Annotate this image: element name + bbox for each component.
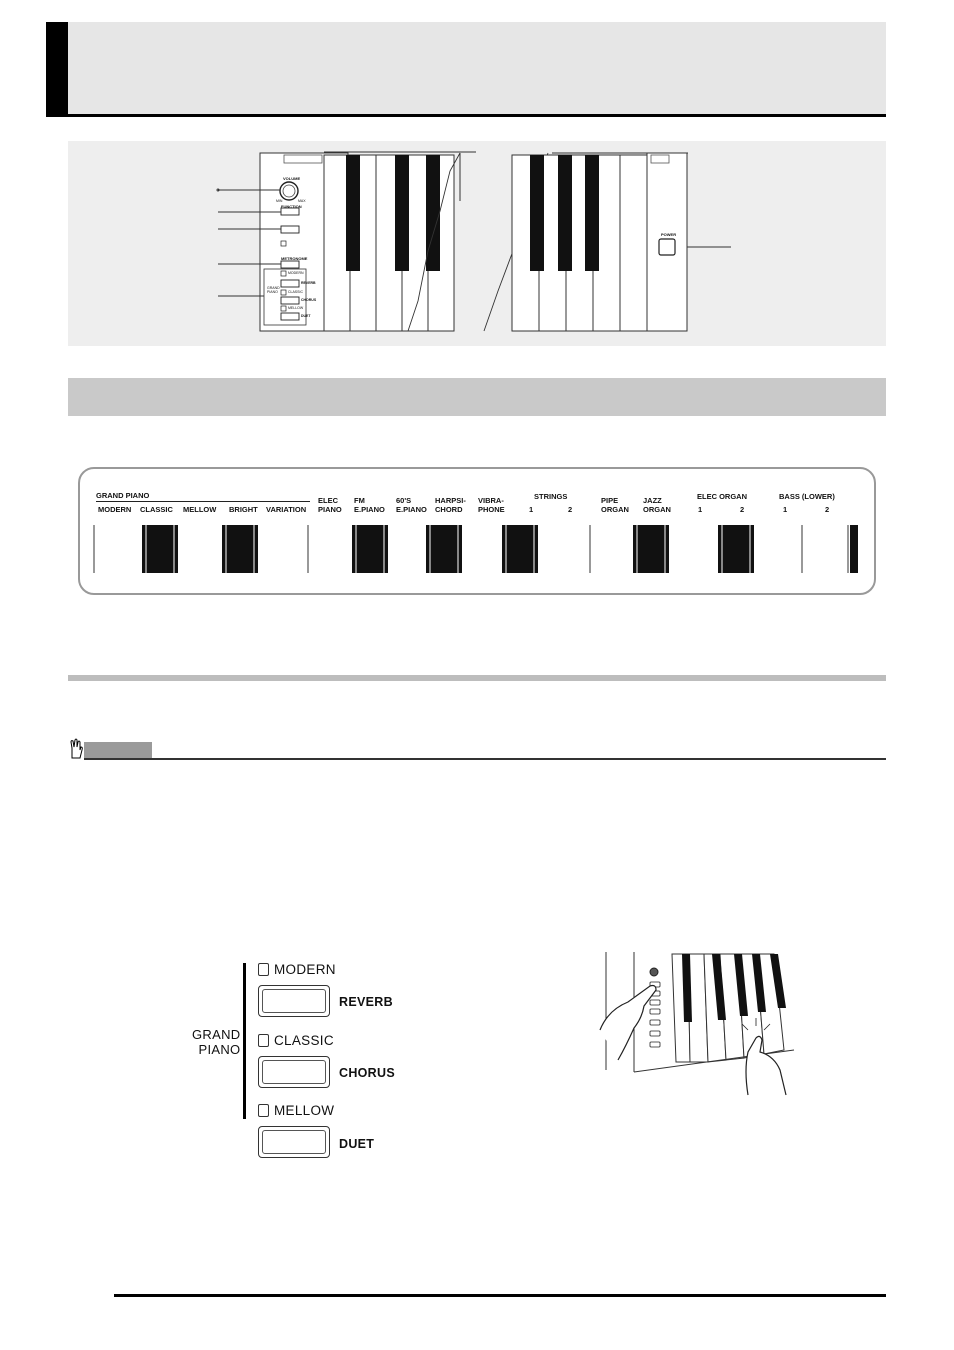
tone-keyboard-strip: [78, 467, 876, 595]
section-divider: [68, 675, 886, 681]
mellow-duet-button[interactable]: [258, 1126, 330, 1158]
pointing-hand-icon: [598, 950, 798, 1100]
duet-label: DUET: [339, 1137, 375, 1151]
tone-label: HARPSI- CHORD: [435, 496, 466, 514]
tone-label: ELEC PIANO: [318, 496, 342, 514]
note-hand-icon: [68, 738, 84, 760]
tone-label: BASS (LOWER): [779, 492, 835, 501]
tone-label: 60'S E.PIANO: [396, 496, 427, 514]
tone-label: STRINGS: [534, 492, 568, 501]
tone-label: 1: [698, 505, 703, 514]
piano-panel-drawing: [68, 141, 886, 346]
modern-reverb-button[interactable]: [258, 985, 330, 1017]
tone-group-header: GRAND PIANO: [96, 491, 150, 500]
classic-indicator: [258, 1034, 269, 1047]
classic-small-label: CLASSIC: [288, 290, 303, 294]
tone-label: FM E.PIANO: [354, 496, 385, 514]
mellow-small-label: MELLOW: [288, 306, 304, 310]
tone-label: ELEC ORGAN: [697, 492, 748, 501]
chorus-small-label: CHORUS: [301, 298, 317, 302]
modern-label: MODERN: [274, 962, 336, 977]
tone-label: VIBRA- PHONE: [478, 496, 505, 514]
section-bar: [68, 378, 886, 416]
tone-label: CLASSIC: [140, 505, 173, 514]
header-marker: [46, 22, 68, 114]
page-header: [46, 22, 886, 117]
mellow-label: MELLOW: [274, 1103, 335, 1118]
duet-small-label: DUET: [301, 314, 311, 318]
tone-label: PIPE ORGAN: [601, 496, 629, 514]
tone-label: JAZZ ORGAN: [643, 496, 671, 514]
power-label: POWER: [661, 232, 677, 237]
tone-label: MODERN: [98, 505, 132, 514]
tone-label: VARIATION: [266, 505, 307, 514]
tone-label: 2: [568, 505, 573, 514]
note-rule: [68, 758, 886, 760]
tone-label: 1: [529, 505, 534, 514]
tone-keys-drawing: [80, 525, 874, 575]
chorus-label: CHORUS: [339, 1066, 395, 1080]
tone-label: 2: [740, 505, 745, 514]
reverb-small-label: REVERB: [301, 281, 316, 285]
volume-min-label: MIN: [276, 199, 283, 203]
panel-illustration: [68, 141, 886, 346]
tone-label: 2: [825, 505, 830, 514]
footer-rule: [114, 1294, 886, 1297]
reverb-label: REVERB: [339, 995, 393, 1009]
tone-label: MELLOW: [183, 505, 217, 514]
volume-max-label: MAX: [298, 199, 306, 203]
mellow-indicator: [258, 1104, 269, 1117]
group-bracket: [243, 963, 246, 1119]
metronome-label: METRONOME: [281, 256, 308, 261]
grand-piano-small-label: GRAND PIANO: [267, 286, 280, 294]
modern-indicator: [258, 963, 269, 976]
power-button: [659, 239, 675, 255]
volume-label: VOLUME: [283, 176, 301, 181]
classic-label: CLASSIC: [274, 1033, 334, 1048]
tone-label: BRIGHT: [229, 505, 258, 514]
function-label: FUNCTION: [281, 204, 302, 209]
grand-piano-group-label: GRAND PIANO: [192, 1027, 241, 1057]
tone-label: 1: [783, 505, 788, 514]
group-underline: [96, 501, 310, 502]
modern-small-label: MODERN: [288, 271, 304, 275]
classic-chorus-button[interactable]: [258, 1056, 330, 1088]
